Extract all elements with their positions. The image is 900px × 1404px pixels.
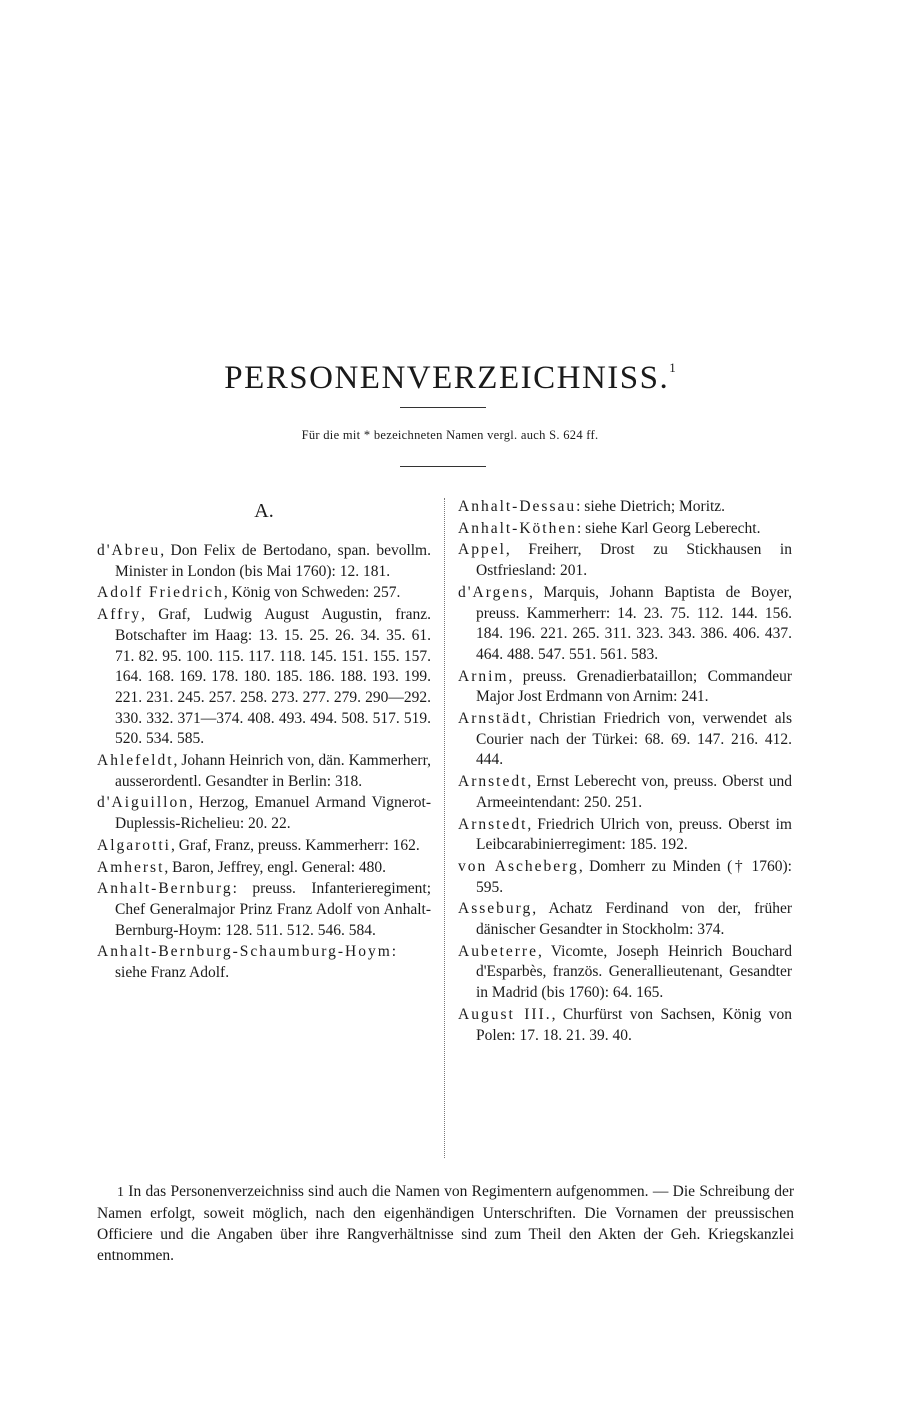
entry-name: August III.	[458, 1005, 552, 1023]
entry-text: , Herzog, Emanuel Armand Vignerot-Duplessis-Richelieu: 20. 22.	[115, 794, 431, 833]
index-entry	[97, 879, 431, 941]
entry-name: von Ascheberg	[458, 857, 579, 875]
entry-name: Anhalt-Dessau	[458, 498, 577, 515]
entry-text: , Graf, Ludwig August Augustin, franz. Botschafter im Haag: 13. 15. 25. 26. 34. 35. 61. 71. 82. 95. 100. 115. 117. 118. 145. 151. 155. 157. 164. 168. 169. 178. 180. 185. 186. 188. 193. 199. 221. 231. 245. 257. 258. 273. 277. 279. 290—292. 330. 332. 371—374. 408. 493. 494. 508. 517. 519. 520. 534. 585.	[115, 606, 431, 748]
entry-name: d'Argens	[458, 583, 530, 601]
entry-text: , Christian Friedrich von, verwendet als Courier nach der Türkei: 68. 69. 147. 216. 412. 444.	[476, 710, 792, 769]
entry-text: , Achatz Ferdinand von der, früher dänischer Gesandter in Stockholm: 374.	[476, 900, 792, 939]
index-entry	[97, 541, 431, 582]
entry-name: Ahlefeldt	[97, 752, 174, 770]
entry-text: , Ernst Leberecht von, preuss. Oberst und Armeeintendant: 250. 251.	[476, 773, 792, 811]
entry-text: , Baron, Jeffrey, engl. General: 480.	[164, 858, 387, 876]
index-entry	[97, 793, 431, 834]
left-entry-list	[97, 541, 431, 984]
left-column	[97, 497, 431, 985]
section-letter: A.	[254, 500, 274, 522]
index-entry	[97, 751, 431, 792]
entry-name: Arnstedt	[458, 815, 528, 833]
column-divider	[444, 498, 445, 1158]
entry-name: Anhalt-Bernburg-Schaumburg-Hoym	[97, 943, 392, 961]
entry-name: Arnstädt	[458, 710, 528, 728]
top-divider	[400, 407, 486, 408]
right-entry-list	[458, 497, 792, 1046]
index-entry	[458, 540, 792, 581]
entry-name: Amherst	[97, 858, 165, 876]
entry-text: , Vicomte, Joseph Heinrich Bouchard d'Esparbès, französ. Generallieutenant, Gesandter in Madrid (bis 1760): 64. 165.	[476, 942, 792, 1002]
entry-name: Adolf Friedrich	[97, 584, 224, 602]
footnote	[97, 1181, 794, 1266]
footnote-mark: 1	[117, 1185, 124, 1200]
entry-name: Asseburg	[458, 900, 533, 918]
page-title-text: PERSONENVERZEICHNISS.	[224, 360, 670, 396]
page-title	[0, 352, 900, 398]
entry-text: : siehe Karl Georg Leberecht.	[576, 519, 761, 537]
index-entry	[458, 1005, 792, 1046]
entry-name: Arnstedt	[458, 773, 528, 791]
index-entry	[458, 815, 792, 856]
entry-text: , Don Felix de Bertodano, span. bevollm. Minister in London (bis Mai 1760): 12. 181.	[115, 542, 431, 580]
index-entry	[97, 583, 431, 604]
index-entry	[97, 836, 431, 857]
index-entry	[458, 497, 792, 518]
entry-name: Anhalt-Bernburg	[97, 880, 233, 898]
index-entry	[97, 858, 431, 879]
entry-text: , König von Schweden: 257.	[223, 584, 401, 602]
right-column	[458, 497, 792, 1047]
entry-name: Appel	[458, 541, 506, 559]
index-entry	[458, 519, 792, 540]
entry-name: Aubeterre	[458, 942, 538, 960]
entry-text: , Graf, Franz, preuss. Kammerherr: 162.	[170, 836, 420, 854]
index-entry	[458, 942, 792, 1004]
index-entry	[458, 667, 792, 708]
entry-text: , Johann Heinrich von, dän. Kammerherr, ausserordentl. Gesandter in Berlin: 318.	[115, 752, 431, 790]
index-entry	[458, 857, 792, 898]
entry-text: , preuss. Grenadierbataillon; Commandeur Major Jost Erdmann von Arnim: 241.	[476, 667, 792, 706]
entry-text: , Friedrich Ulrich von, preuss. Oberst im Leibcarabinierregiment: 185. 192.	[476, 815, 792, 854]
title-footnote-mark: 1	[669, 360, 676, 375]
index-entry	[458, 709, 792, 771]
entry-text: : siehe Dietrich; Moritz.	[576, 498, 726, 515]
index-entry	[458, 899, 792, 940]
subtitle-note: Für die mit * bezeichneten Namen vergl. auch S. 624 ff.	[301, 428, 599, 442]
footnote-text: In das Personenverzeichniss sind auch die Namen von Regimentern aufgenommen. — Die Schreibung der Namen erfolgt, soweit möglich, nach den eigenhändigen Unterschriften. Die Vornamen der preussischen Officiere und die Angaben über ihre Rangverhältnisse sind zum Theil den Akten der Geh. Kriegskanzlei entnommen.	[97, 1183, 794, 1264]
entry-name: d'Abreu	[97, 542, 161, 559]
entry-name: Affry	[97, 606, 142, 624]
index-entry	[97, 942, 431, 983]
entry-text: , Churfürst von Sachsen, König von Polen: 17. 18. 21. 39. 40.	[476, 1005, 792, 1044]
entry-text: , Freiherr, Drost zu Stickhausen in Ostfriesland: 201.	[476, 541, 792, 580]
index-entry	[97, 605, 431, 750]
entry-text: , Domherr zu Minden († 1760): 595.	[476, 857, 792, 896]
lower-divider	[400, 466, 486, 467]
entry-name: d'Aiguillon	[97, 794, 189, 812]
entry-text: , Marquis, Johann Baptista de Boyer, preuss. Kammerherr: 14. 23. 75. 112. 144. 156. 184. 196. 221. 265. 311. 323. 343. 386. 406. 437. 464. 488. 547. 551. 561. 583.	[476, 583, 792, 663]
entry-text: : siehe Franz Adolf.	[115, 943, 397, 982]
entry-text: : preuss. Infanterieregiment; Chef Generalmajor Prinz Franz Adolf von Anhalt-Bernburg-Hoym: 128. 511. 512. 546. 584.	[115, 880, 431, 939]
entry-name: Algarotti	[97, 836, 171, 854]
entry-name: Anhalt-Köthen	[458, 519, 577, 537]
index-entry	[458, 772, 792, 813]
index-entry	[458, 583, 792, 666]
entry-name: Arnim	[458, 667, 509, 685]
